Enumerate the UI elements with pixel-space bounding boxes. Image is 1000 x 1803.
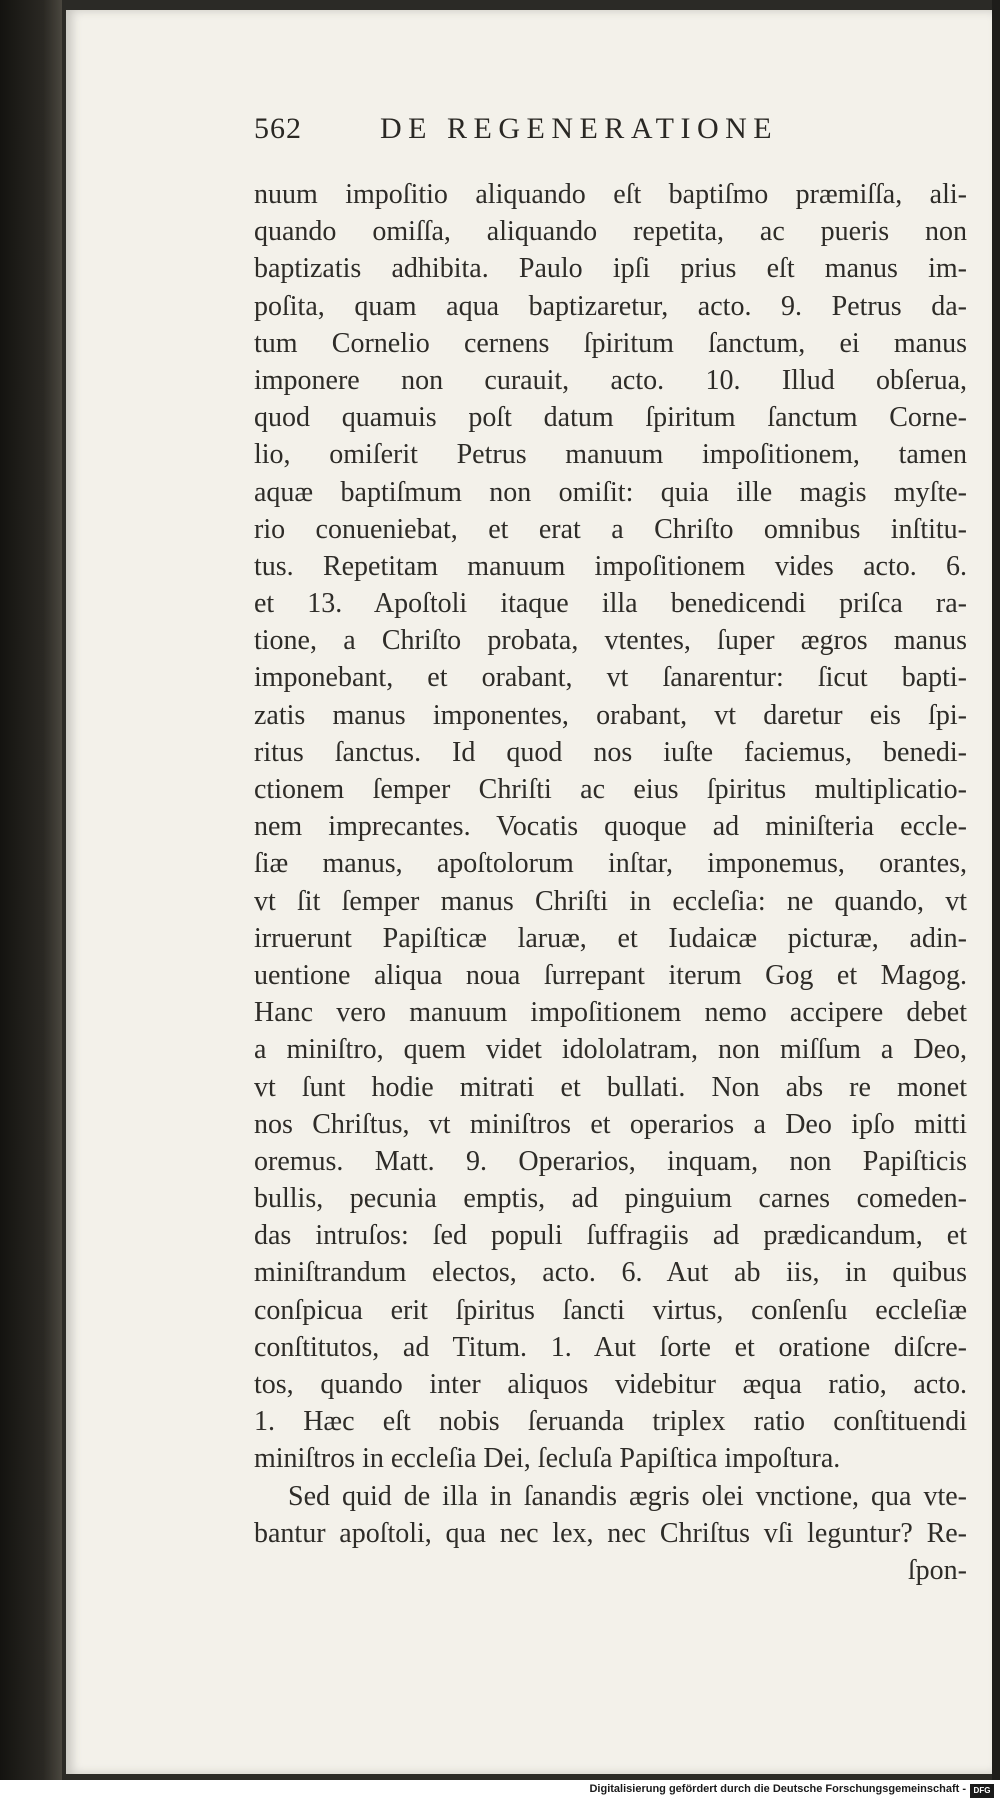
text-line: Sed quid de illa in ſanandis ægris olei vnctione, qua vte- bbox=[288, 1480, 967, 1512]
text-line: nos Chriſtus, vt miniſtros et operarios a Deo ipſo mitti bbox=[254, 1108, 967, 1140]
text-line: uentione aliqua noua ſurrepant iterum Gog et Magog. bbox=[254, 959, 967, 991]
text-line: das intruſos: ſed populi ſuffragiis ad prædicandum, et bbox=[254, 1220, 967, 1252]
text-line: nuum impoſitio aliquando eſt baptiſmo præmiſſa, ali- bbox=[254, 179, 967, 210]
text-line: quando omiſſa, aliquando repetita, ac pueris non bbox=[254, 216, 967, 248]
text-line: ctionem ſemper Chriſti ac eius ſpiritus multiplicatio- bbox=[254, 774, 967, 805]
text-line: tus. Repetitam manuum impoſitionem vides acto. 6. bbox=[254, 550, 967, 582]
text-line: tos, quando inter aliquos videbitur æqua ratio, acto. bbox=[254, 1369, 967, 1400]
text-line: conſpicua erit ſpiritus ſancti virtus, conſenſu eccleſiæ bbox=[254, 1294, 967, 1326]
text-line: vt ſunt hodie mitrati et bullati. Non abs re monet bbox=[254, 1071, 967, 1103]
text-line: poſita, quam aqua baptizaretur, acto. 9. Petrus da- bbox=[254, 290, 967, 322]
text-line: aquæ baptiſmum non omiſit: quia ille magis myſte- bbox=[254, 476, 967, 508]
text-line: conſtitutos, ad Titum. 1. Aut ſorte et oratione diſcre- bbox=[254, 1331, 967, 1363]
binding-shadow bbox=[0, 0, 62, 1780]
running-head bbox=[254, 112, 974, 156]
text-line: rio conueniebat, et erat a Chriſto omnibus inſtitu- bbox=[254, 513, 967, 545]
text-line: ritus ſanctus. Id quod nos iuſte faciemus, benedi- bbox=[254, 736, 967, 768]
right-scan-edge bbox=[992, 0, 1000, 1780]
text-line: et 13. Apoſtoli itaque illa benedicendi priſca ra- bbox=[254, 588, 967, 620]
text-line: baptizatis adhibita. Paulo ipſi prius eſt manus im- bbox=[254, 253, 967, 285]
text-line: vt ſit ſemper manus Chriſti in eccleſia: ne quando, vt bbox=[254, 885, 967, 917]
digitization-footer bbox=[0, 1780, 1000, 1803]
page-number: 562 bbox=[254, 112, 302, 145]
text-line: lio, omiſerit Petrus manuum impoſitionem, tamen bbox=[254, 439, 967, 471]
text-line: tione, a Chriſto probata, vtentes, ſuper ægros manus bbox=[254, 625, 967, 657]
text-line: 1. Hæc eſt nobis ſeruanda triplex ratio conſtituendi bbox=[254, 1406, 967, 1438]
text-line: quod quamuis poſt datum ſpiritum ſanctum Corne- bbox=[254, 402, 967, 434]
text-line: ſiæ manus, apoſtolorum inſtar, imponemus, orantes, bbox=[254, 848, 967, 880]
text-line: imponere non curauit, acto. 10. Illud obſerua, bbox=[254, 364, 967, 396]
body-text bbox=[254, 176, 967, 1589]
text-line: tum Cornelio cernens ſpiritum ſanctum, ei manus bbox=[254, 327, 967, 359]
text-line: nem imprecantes. Vocatis quoque ad miniſteria eccle- bbox=[254, 811, 967, 843]
text-line: bantur apoſtoli, qua nec lex, nec Chriſtus vſi leguntur? Re- bbox=[254, 1517, 967, 1549]
text-line: imponebant, et orabant, vt ſanarentur: ſicut bapti- bbox=[254, 662, 967, 694]
running-title: DE REGENERATIONE bbox=[380, 112, 779, 145]
text-line: miniſtrandum electos, acto. 6. Aut ab iis, in quibus bbox=[254, 1257, 967, 1289]
catchword: ſpon- bbox=[907, 1554, 967, 1586]
text-line: Hanc vero manuum impoſitionem nemo accipere debet bbox=[254, 997, 967, 1029]
text-line: bullis, pecunia emptis, ad pinguium carnes comeden- bbox=[254, 1183, 967, 1215]
funding-credit: Digitalisierung gefördert durch die Deutsche Forschungsgemeinschaft - bbox=[589, 1783, 966, 1795]
text-line: zatis manus imponentes, orabant, vt daretur eis ſpi- bbox=[254, 699, 967, 731]
text-line: miniſtros in eccleſia Dei, ſecluſa Papiſtica impoſtura. bbox=[254, 1443, 841, 1475]
text-line: irruerunt Papiſticæ laruæ, et Iudaicæ picturæ, adin- bbox=[254, 922, 967, 954]
text-line: oremus. Matt. 9. Operarios, inquam, non Papiſticis bbox=[254, 1145, 967, 1177]
text-line: a miniſtro, quem videt idololatram, non miſſum a Deo, bbox=[254, 1034, 967, 1066]
dfg-logo: DFG bbox=[970, 1784, 994, 1798]
